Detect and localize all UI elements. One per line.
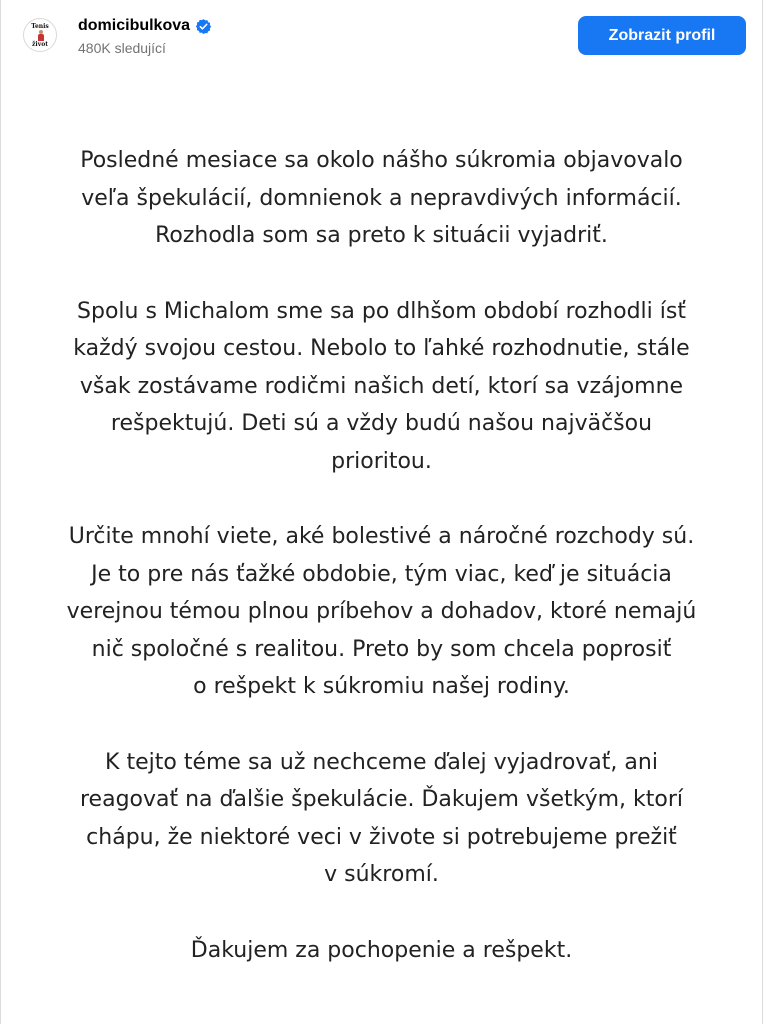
post-paragraph: Ďakujem za pochopenie a rešpekt. xyxy=(190,937,573,963)
post-text xyxy=(1,142,762,1007)
post-paragraph: K tejto téme sa už nechceme ďalej vyjadrovať, ani reagovať na ďalšie špekulácie. Ďakujem všetkým, ktorí chápu, že niektoré veci v živote si potrebujeme prežiť v súkromí. xyxy=(79,749,683,887)
post-paragraph: Určite mnohí viete, aké bolestivé a náročné rozchody sú. Je to pre nás ťažké obdobie, tým viac, keď je situácia verejnou témou plnou príbehov a dohadov, ktoré nemajú nič spoločné s realitou. Preto by som chcela poprosiť o rešpekt k súkromiu našej rodiny. xyxy=(66,524,697,699)
avatar-logo-text-top: Tenis xyxy=(31,23,49,30)
avatar-logo-text-bottom: život xyxy=(32,41,48,48)
avatar[interactable] xyxy=(23,18,57,52)
post-header xyxy=(1,0,762,70)
username-row xyxy=(78,15,212,37)
username[interactable]: domicibulkova xyxy=(78,17,191,34)
post-paragraph: Posledné mesiace sa okolo nášho súkromia objavovalo veľa špekulácií, domnienok a nepravdivých informácií. Rozhodla som sa preto k situácii vyjadriť. xyxy=(80,148,683,248)
view-profile-button[interactable]: Zobrazit profil xyxy=(578,16,746,55)
avatar-person-icon xyxy=(37,30,45,41)
followers-count: 480K sledující xyxy=(78,40,166,56)
post-paragraph: Spolu s Michalom sme sa po dlhšom období rozhodli ísť každý svojou cestou. Nebolo to ľahké rozhodnutie, stále však zostávame rodičmi našich detí, ktorí sa vzájomne rešpektujú. Deti sú a vždy budú našou najväčšou prioritou. xyxy=(73,298,690,474)
verified-badge-icon xyxy=(195,18,212,35)
